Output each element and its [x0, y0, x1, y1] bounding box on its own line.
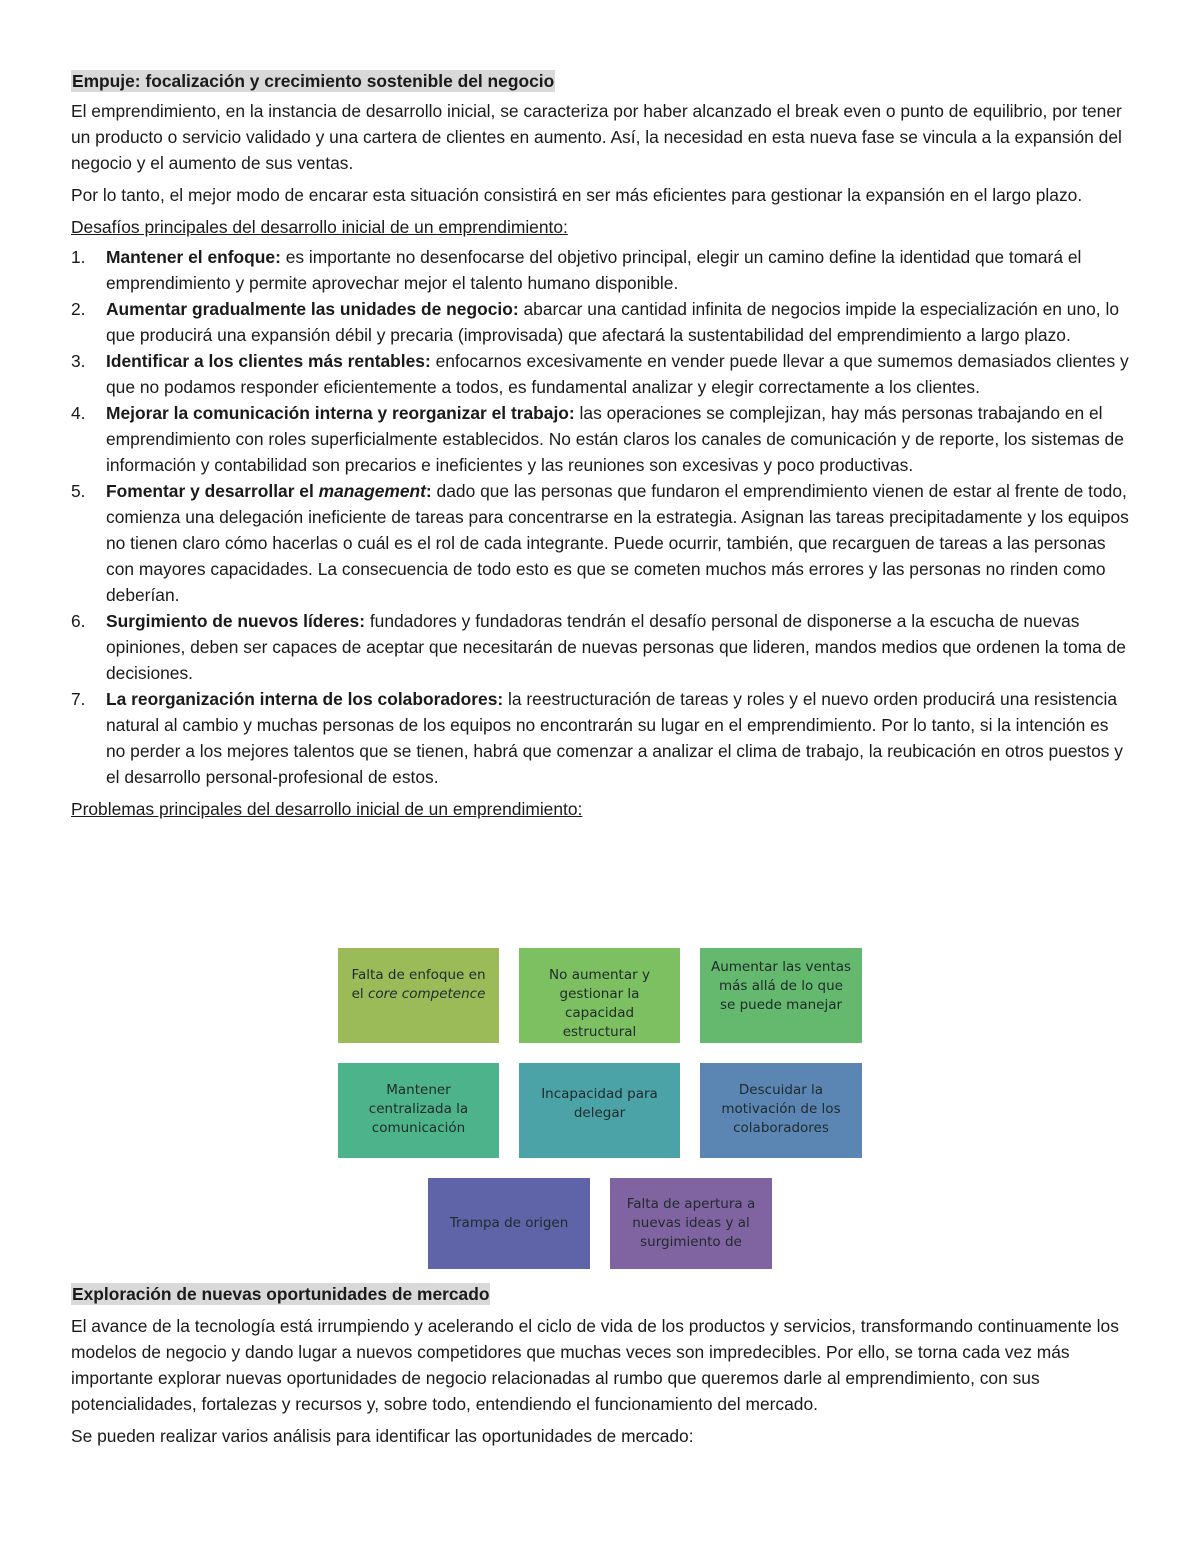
problem-box-ventas — [700, 948, 862, 1043]
problem-box-apertura — [610, 1178, 772, 1269]
list-item — [71, 686, 1131, 790]
paragraph-efficiency: Por lo tanto, el mejor modo de encarar esta situación consistirá en ser más eficientes para gestionar la expansión en el largo plazo. — [71, 185, 1083, 205]
problem-box-text: Trampa de origen — [449, 1215, 569, 1231]
problem-box-text: Descuidar la motivación de los colaboradores — [721, 1082, 841, 1136]
section-heading-empuje: Empuje: focalización y crecimiento sostenible del negocio — [72, 71, 555, 91]
list-item-title: La reorganización interna de los colaboradores: — [106, 689, 504, 709]
list-item — [71, 478, 1131, 608]
problem-box-text-italic: core competence — [367, 986, 486, 1002]
problem-box-text: Falta de apertura a nuevas ideas y al surgimiento de — [626, 1196, 756, 1250]
problem-box-text: Mantener centralizada la comunicación — [368, 1082, 469, 1136]
problem-box-delegar — [519, 1063, 680, 1158]
list-item-text: las operaciones se complejizan, hay más personas trabajando en el emprendimiento con roles superficialmente establecidos. No están claros los canales de comunicación y de reporte, los sistemas de información y contabilidad son precarios e ineficientes y las reuniones son excesivas y poco productivas. — [106, 403, 1124, 475]
list-item — [71, 348, 1131, 400]
paragraph-intro: El emprendimiento, en la instancia de desarrollo inicial, se caracteriza por haber alcanzado el break even o punto de equilibrio, por tener un producto o servicio validado y una cartera de clientes en aumento. Así, la necesidad en esta nueva fase se vincula a la expansión del negocio y el aumento de sus ventas. — [71, 101, 1122, 173]
list-item — [71, 296, 1131, 348]
list-item-title: Surgimiento de nuevos líderes: — [106, 611, 365, 631]
list-item-text: dado que las personas que fundaron el emprendimiento vienen de estar al frente de todo, comienza una delegación ineficiente de tareas para concentrarse en la estrategia. Asignan las tareas precipitadamente y los equipos no tienen claro cómo hacerlas o cuál es el rol de cada integrante. Puede ocurrir, también, que recarguen de tareas a las personas con mayores capacidades. La consecuencia de todo esto es que se cometen muchos más errores y las personas no rinden como deberían. — [106, 481, 1129, 605]
list-item — [71, 400, 1131, 478]
section-heading-exploracion: Exploración de nuevas oportunidades de mercado — [72, 1284, 490, 1304]
list-item-text: abarcar una cantidad infinita de negocios impide la especialización en uno, lo que producirá una expansión débil y precaria (improvisada) que afectará la sustentabilidad del emprendimiento a largo plazo. — [106, 299, 1120, 345]
list-item-text: fundadores y fundadoras tendrán el desafío personal de disponerse a la escucha de nuevas opiniones, deben ser capaces de aceptar que necesitarán de nuevas personas que lideren, mandos medios que ordenen la toma de decisiones. — [106, 611, 1126, 683]
problem-box-trampa — [428, 1178, 590, 1269]
problem-box-text: Aumentar las ventas más allá de lo que se puede manejar — [710, 959, 851, 1013]
list-item-title: Aumentar gradualmente las unidades de negocio: — [106, 299, 519, 319]
list-number: 5. — [71, 481, 86, 501]
list-item-title-part: Fomentar y desarrollar el — [106, 481, 319, 501]
list-item-title-part: : — [425, 481, 432, 501]
list-item — [71, 608, 1131, 686]
list-number: 2. — [71, 299, 86, 319]
problem-box-text-part: Falta de enfoque en el — [351, 967, 486, 1002]
list-number: 3. — [71, 351, 86, 371]
list-item-title — [106, 481, 432, 501]
problem-box-text: No aumentar y gestionar la capacidad estructural — [549, 967, 650, 1040]
problems-subtitle: Problemas principales del desarrollo inicial de un emprendimiento: — [71, 799, 583, 819]
list-item — [71, 244, 1131, 296]
problem-box-capacidad — [519, 948, 680, 1043]
document-page-bottom — [71, 1283, 1131, 1449]
list-item-title: Identificar a los clientes más rentables: — [106, 351, 431, 371]
challenges-list — [71, 244, 1131, 790]
list-item-text: enfocarnos excesivamente en vender puede llevar a que sumemos demasiados clientes y que no podamos responder eficientemente a todos, es fundamental analizar y elegir correctamente a los clientes. — [106, 351, 1129, 397]
problem-box-motivacion — [700, 1063, 862, 1158]
challenges-subtitle: Desafíos principales del desarrollo inicial de un emprendimiento: — [71, 217, 568, 237]
problem-box-text: Incapacidad para delegar — [541, 1086, 658, 1121]
list-number: 4. — [71, 403, 86, 423]
list-item-text: la reestructuración de tareas y roles y el nuevo orden producirá una resistencia natural al cambio y muchas personas de los equipos no encontrarán su lugar en el emprendimiento. Por lo tanto, si la intención es no perder a los mejores talentos que se tienen, habrá que comenzar a analizar el clima de trabajo, la reubicación en otros puestos y el desarrollo personal-profesional de estos. — [106, 689, 1123, 787]
paragraph-tecnologia: El avance de la tecnología está irrumpiendo y acelerando el ciclo de vida de los productos y servicios, transformando continuamente los modelos de negocio y dando lugar a nuevos competidores que muchas veces son impredecibles. Por ello, se torna cada vez más importante explorar nuevas oportunidades de negocio relacionadas al rumbo que queremos darle al emprendimiento, con sus potencialidades, fortalezas y recursos y, sobre todo, entendiendo el funcionamiento del mercado. — [71, 1316, 1119, 1414]
list-number: 6. — [71, 611, 86, 631]
list-item-text: es importante no desenfocarse del objetivo principal, elegir un camino define la identidad que tomará el emprendimiento y permite aprovechar mejor el talento humano disponible. — [106, 247, 1082, 293]
list-item-title: Mejorar la comunicación interna y reorganizar el trabajo: — [106, 403, 575, 423]
list-item-title-italic: management — [318, 481, 426, 501]
problem-box-text — [348, 966, 489, 1004]
list-number: 7. — [71, 689, 86, 709]
problem-box-comunicacion — [338, 1063, 499, 1158]
list-item-title: Mantener el enfoque: — [106, 247, 281, 267]
problem-box-core-competence — [338, 948, 499, 1043]
list-number: 1. — [71, 247, 86, 267]
paragraph-analisis: Se pueden realizar varios análisis para identificar las oportunidades de mercado: — [71, 1426, 694, 1446]
document-page — [71, 70, 1131, 822]
